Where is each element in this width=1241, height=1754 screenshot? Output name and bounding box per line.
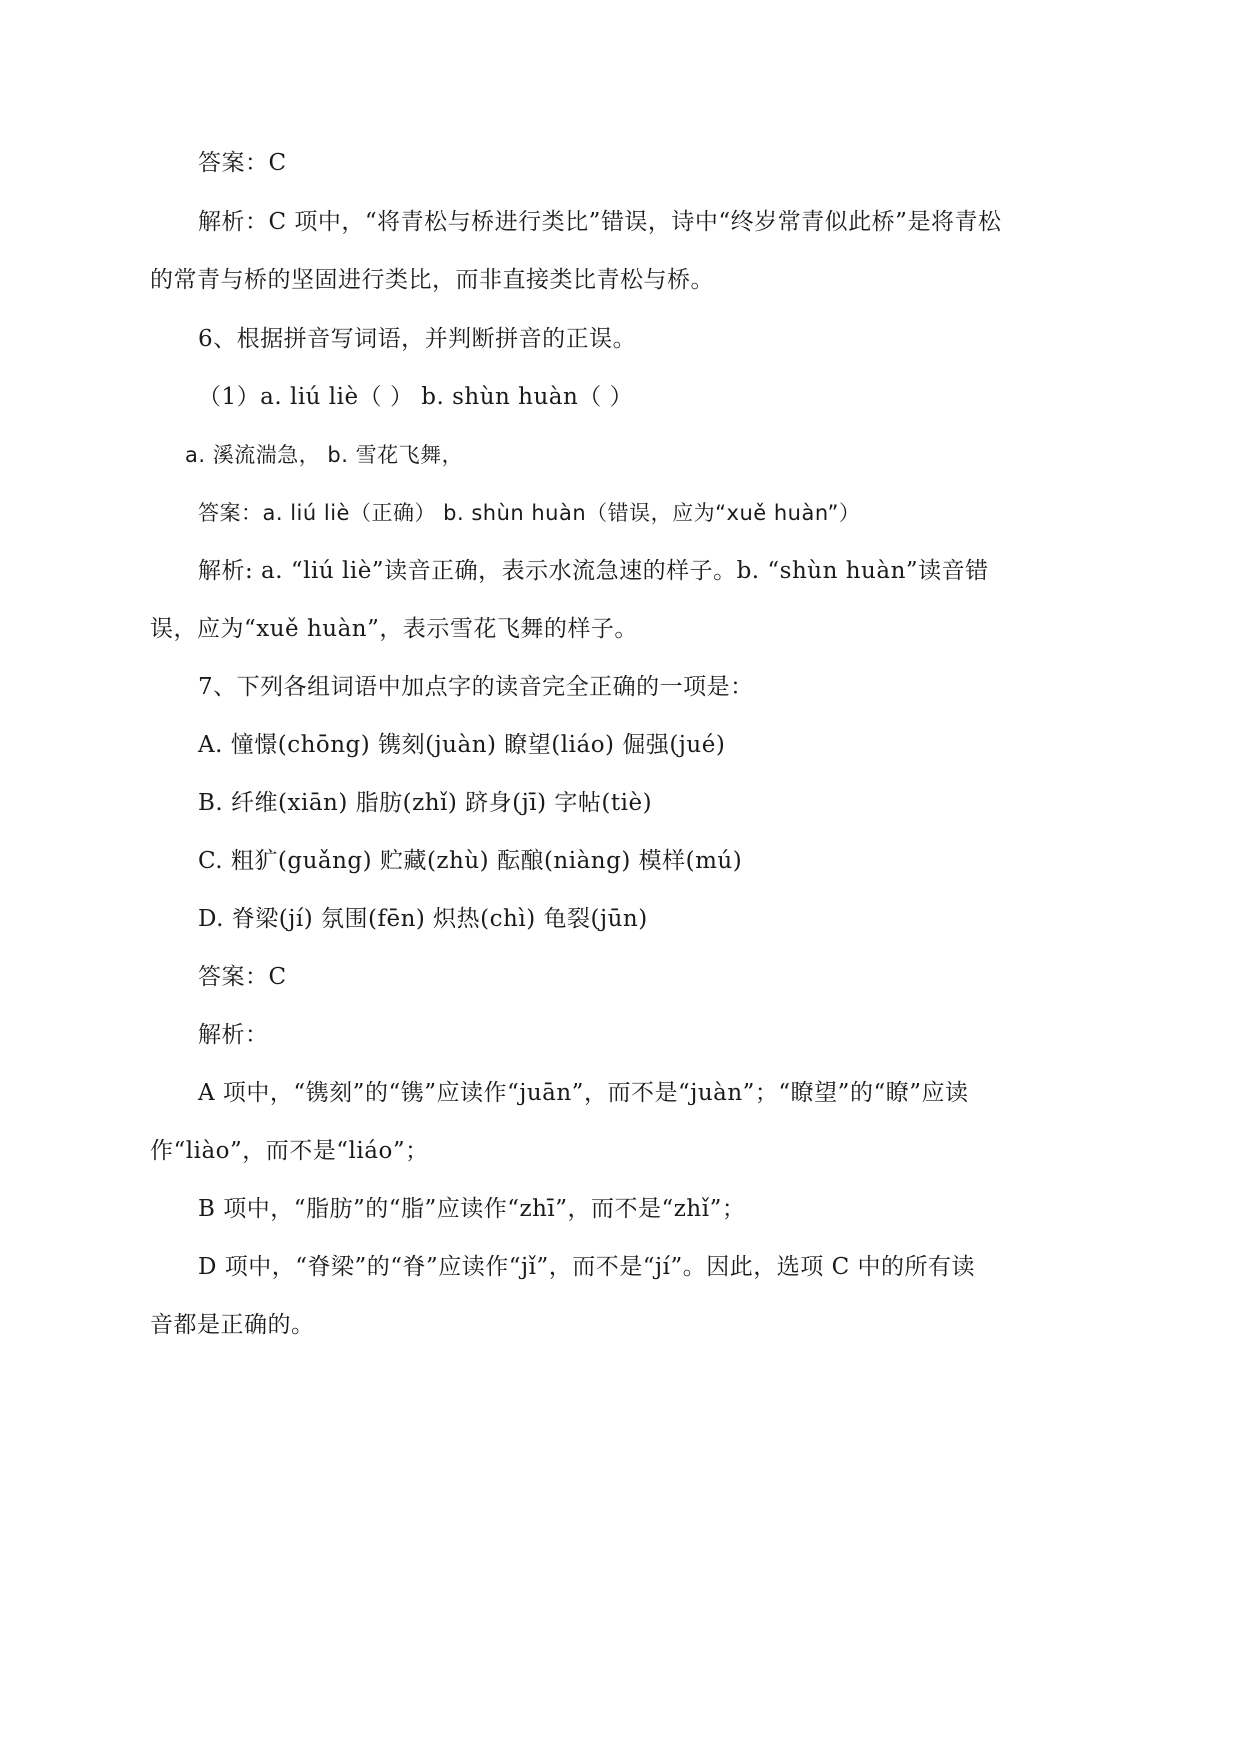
analysis-q7-b: B 项中，“脂肪”的“脂”应读作“zhī”，而不是“zhǐ”； [198,1196,746,1222]
question-7-option-a: A. 憧憬(chōng) 镌刻(juàn) 瞭望(liáo) 倔强(jué) [198,732,726,758]
question-6-title: 6、根据拼音写词语，并判断拼音的正误。 [198,326,637,352]
analysis-q7-label: 解析： [198,1022,269,1048]
question-7-option-d: D. 脊梁(jí) 氛围(fēn) 炽热(chì) 龟裂(jūn) [198,906,648,932]
answer-label-q5: 答案：C [198,150,287,176]
analysis-q7-a-line1: A 项中，“镌刻”的“镌”应读作“juān”，而不是“juàn”；“瞭望”的“瞭”应读 [198,1080,969,1106]
analysis-q7-d-line1: D 项中，“脊梁”的“脊”应读作“jǐ”，而不是“jí”。因此，选项 C 中的所有读 [198,1254,976,1280]
analysis-q5-line2: 的常青与桥的坚固进行类比，而非直接类比青松与桥。 [150,267,714,293]
question-7-title: 7、下列各组词语中加点字的读音完全正确的一项是： [198,674,754,700]
answer-q6: 答案：a. liú liè（正确） b. shùn huàn（错误，应为“xuě huàn”） [198,501,861,525]
analysis-q7-a-line2: 作“liào”，而不是“liáo”； [150,1138,429,1164]
analysis-q6-line2: 误，应为“xuě huàn”，表示雪花飞舞的样子。 [150,616,638,642]
analysis-q7-d-line2: 音都是正确的。 [150,1312,315,1338]
question-7-option-b: B. 纤维(xiān) 脂肪(zhǐ) 跻身(jī) 字帖(tiè) [198,790,653,816]
analysis-q5-line1: 解析：C 项中，“将青松与桥进行类比”错误，诗中“终岁常青似此桥”是将青松 [198,209,1002,235]
analysis-q6-line1: 解析: a. “liú liè”读音正确，表示水流急速的样子。b. “shùn huàn”读音错 [198,558,989,584]
question-6-words: a. 溪流湍急， b. 雪花飞舞， [185,443,464,467]
question-7-option-c: C. 粗犷(guǎng) 贮藏(zhù) 酝酿(niàng) 模样(mú) [198,848,743,874]
answer-q7: 答案：C [198,964,287,990]
question-6-item-1: （1）a. liú liè（ ） b. shùn huàn（ ） [198,384,634,410]
